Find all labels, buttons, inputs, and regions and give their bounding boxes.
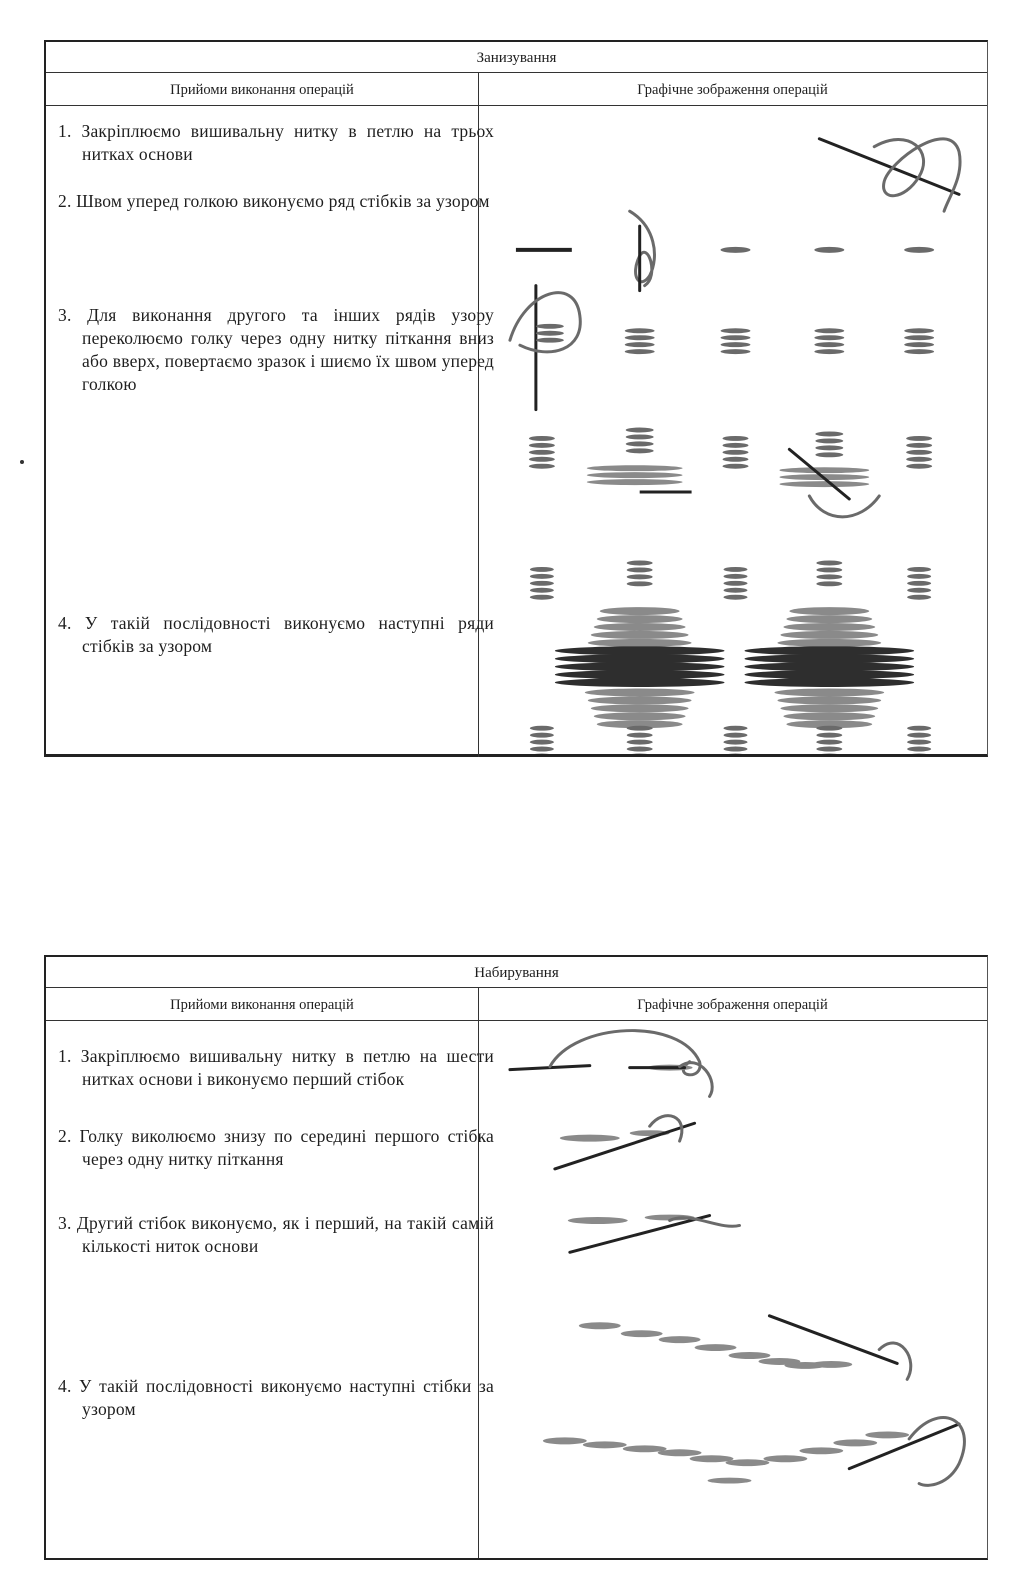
stitch-stack-item [530, 733, 554, 738]
stitch-stack-item [815, 438, 843, 443]
stitch-stack-item [816, 740, 842, 745]
needle-icon [849, 1424, 959, 1469]
stitch-wide [591, 631, 689, 639]
stitch-wide [789, 607, 869, 615]
stitch [810, 1361, 852, 1368]
stitch-dark [555, 662, 725, 671]
stitch-stack-item [627, 733, 653, 738]
stitch-stack-item [529, 450, 555, 455]
stitch-stack-item [904, 342, 934, 347]
header-row [46, 987, 987, 1021]
stitch-stack-item [724, 588, 748, 593]
stitch-wide [786, 615, 872, 623]
stitch [568, 1217, 628, 1224]
needle-icon [789, 449, 849, 499]
stitch [726, 1459, 770, 1466]
stitch-stack-item [627, 740, 653, 745]
step-4: 4. У такій послідовності виконуємо наступні ряди стібків за узором [58, 613, 494, 656]
stitch-stack-item [723, 457, 749, 462]
stitch-stack-item [625, 328, 655, 333]
stitch-dark [744, 646, 914, 655]
header-row [46, 72, 987, 106]
stitch [763, 1455, 807, 1462]
stitch-wide [600, 607, 680, 615]
stitch-stack-item [529, 457, 555, 462]
stitch-stack-item [816, 567, 842, 572]
stitch-stack-item [816, 560, 842, 565]
stitch-stack-item [816, 747, 842, 752]
stitch-stack-item [907, 581, 931, 586]
stitch-stack-item [904, 335, 934, 340]
stitch-stack-item [626, 428, 654, 433]
stitch-stack-item [814, 342, 844, 347]
stitch-dark [555, 678, 725, 687]
stitch [690, 1455, 734, 1462]
stitch [560, 1135, 620, 1142]
stitch [583, 1441, 627, 1448]
step-4: 4. У такій послідовності виконуємо наступні стібки за узором [58, 1376, 494, 1419]
stitch-wide [780, 631, 878, 639]
stitch-stack-item [724, 747, 748, 752]
stitch-dark [744, 670, 914, 679]
stitch-stack-item [627, 726, 653, 731]
stitch-stack-item [536, 324, 564, 329]
stitch-stack-item [723, 450, 749, 455]
stitch-stack-item [723, 443, 749, 448]
stitch-stack-item [536, 331, 564, 336]
stitch-wide [594, 623, 686, 631]
needle-icon [769, 1316, 897, 1364]
stitch-long [779, 467, 869, 473]
stitch-stack-item [721, 342, 751, 347]
stitch-wide [588, 639, 692, 647]
stitch [543, 1437, 587, 1444]
stitch-wide [777, 696, 881, 704]
stitch-stack-item [814, 328, 844, 333]
thread-icon [909, 1418, 964, 1486]
stitch-stack-item [815, 452, 843, 457]
stitch-stack-item [816, 726, 842, 731]
step-2: 2. Голку виколюємо знизу по середині першого стібка через одну нитку піткання [58, 1126, 494, 1169]
stitch-stack-item [627, 574, 653, 579]
stitch-stack-item [627, 581, 653, 586]
stitch-stack-item [814, 349, 844, 354]
stitch-wide [585, 689, 695, 697]
table-title: Набирування [46, 957, 987, 988]
stitch-stack-item [721, 349, 751, 354]
stitch-stack-item [529, 436, 555, 441]
table-zanyzuvannia [44, 40, 988, 757]
stitch-stack-item [724, 595, 748, 600]
stitch-stack-item [723, 436, 749, 441]
stitch-dark [555, 654, 725, 663]
stitch [833, 1439, 877, 1446]
stitch [865, 1431, 909, 1438]
stitch-stack-item [530, 747, 554, 752]
stitch-stack-item [907, 588, 931, 593]
stitch-stack-item [906, 450, 932, 455]
stitch-stack-item [904, 328, 934, 333]
stitch-stack-item [816, 581, 842, 586]
stitch-stack-item [625, 342, 655, 347]
stitch-stack-item [530, 574, 554, 579]
stitch-stack-item [529, 443, 555, 448]
thread-icon [874, 139, 960, 211]
step-1: 1. Закріплюємо вишивальну нитку в петлю на шести нитках основи і виконуємо перший стібок [58, 1046, 494, 1089]
stitch [621, 1330, 663, 1337]
stitch-stack-item [906, 436, 932, 441]
stitch-stack-item [626, 434, 654, 439]
step-2: 2. Швом уперед голкою виконуємо ряд стібків за узором [58, 191, 490, 211]
column-header-graphics: Графічне зображення операцій [637, 82, 828, 98]
stitch-stack-item [530, 581, 554, 586]
stitch-long [587, 472, 683, 478]
step-3: 3. Другий стібок виконуємо, як і перший, на такій самій кількості ниток основи [58, 1213, 494, 1256]
stitch-stack-item [529, 464, 555, 469]
stitch-stack-item [907, 574, 931, 579]
stitch [695, 1344, 737, 1351]
stitch-wide [780, 704, 878, 712]
stitch-stack-item [815, 445, 843, 450]
stitch-stack-item [724, 567, 748, 572]
table-nabyruvannia [44, 955, 988, 1560]
stitch-stack-item [626, 448, 654, 453]
stitch [579, 1322, 621, 1329]
stitch-stack-item [907, 740, 931, 745]
stitch [799, 1447, 843, 1454]
stitch-stack-item [626, 441, 654, 446]
stitch-stack-item [906, 457, 932, 462]
stitch [721, 247, 751, 253]
stitch-diagram-svg [480, 107, 987, 754]
stitch-stack-item [724, 581, 748, 586]
stitch-wide [774, 689, 884, 697]
needle-icon [555, 1123, 695, 1169]
stitch-long [587, 479, 683, 485]
stitch-wide [591, 704, 689, 712]
stitch-long [587, 465, 683, 471]
stitch-stack-item [907, 733, 931, 738]
thread-icon [809, 496, 879, 517]
stitch-stack-item [627, 747, 653, 752]
column-header-graphics: Графічне зображення операцій [637, 997, 828, 1013]
stitch-wide [777, 639, 881, 647]
step-1: 1. Закріплюємо вишивальну нитку в петлю на трьох нитках основи [58, 121, 494, 164]
stitch-stack-item [625, 349, 655, 354]
stitch-stack-item [721, 328, 751, 333]
stitch-dark [744, 654, 914, 663]
table-title: Занизування [46, 42, 987, 73]
stitch-wide [594, 712, 686, 720]
stitch-wide [597, 615, 683, 623]
stitch [658, 1449, 702, 1456]
stitch-stack-item [627, 560, 653, 565]
stitch-stack-item [530, 726, 554, 731]
stitch-stack-item [530, 595, 554, 600]
stitch-stack-item [724, 726, 748, 731]
stitch-wide [783, 712, 875, 720]
stitch-wide [588, 696, 692, 704]
stitch-stack-item [816, 574, 842, 579]
stitch-dark [555, 670, 725, 679]
stitch-stack-item [530, 567, 554, 572]
stitch [729, 1352, 771, 1359]
stitch-diagram-zanyzuvannia [480, 107, 987, 754]
stitch-wide [783, 623, 875, 631]
stitch [904, 247, 934, 253]
stitch-diagram-nabyruvannia [480, 1022, 987, 1558]
stitch-dark [744, 662, 914, 671]
stitch-stack-item [721, 335, 751, 340]
stitch-stack-item [904, 349, 934, 354]
stitch [659, 1336, 701, 1343]
stitch-stack-item [530, 588, 554, 593]
stitch-stack-item [815, 431, 843, 436]
stitch-stack-item [724, 740, 748, 745]
column-header-techniques: Прийоми виконання операцій [170, 82, 354, 98]
stitch-stack-item [907, 567, 931, 572]
stitch-stack-item [907, 747, 931, 752]
step-3: 3. Для виконання другого та інших рядів узору переколюємо голку через одну нитку піткання вниз або вверх, повертаємо зразок і шиємо їх швом уперед голкою [58, 305, 494, 394]
stitch-stack-item [816, 733, 842, 738]
stitch-diagram-svg [480, 1022, 987, 1558]
stitch-stack-item [907, 595, 931, 600]
stitch-stack-item [723, 464, 749, 469]
stitch-stack-item [907, 726, 931, 731]
stitch-stack-item [906, 443, 932, 448]
stitch-stack-item [724, 574, 748, 579]
stitch-stack-item [536, 338, 564, 343]
stitch-stack-item [724, 733, 748, 738]
stray-dot [20, 460, 24, 464]
thread-icon [510, 293, 580, 352]
column-header-techniques: Прийоми виконання операцій [170, 997, 354, 1013]
stitch [708, 1478, 752, 1484]
stitch-stack-item [627, 567, 653, 572]
stitch-stack-item [906, 464, 932, 469]
stitch-long [779, 481, 869, 487]
stitch-dark [555, 646, 725, 655]
stitch [814, 247, 844, 253]
thread-icon [630, 211, 655, 285]
stitch-stack-item [625, 335, 655, 340]
stitch-stack-item [814, 335, 844, 340]
stitch-stack-item [530, 740, 554, 745]
stitch-dark [744, 678, 914, 687]
needle-icon [819, 139, 959, 195]
